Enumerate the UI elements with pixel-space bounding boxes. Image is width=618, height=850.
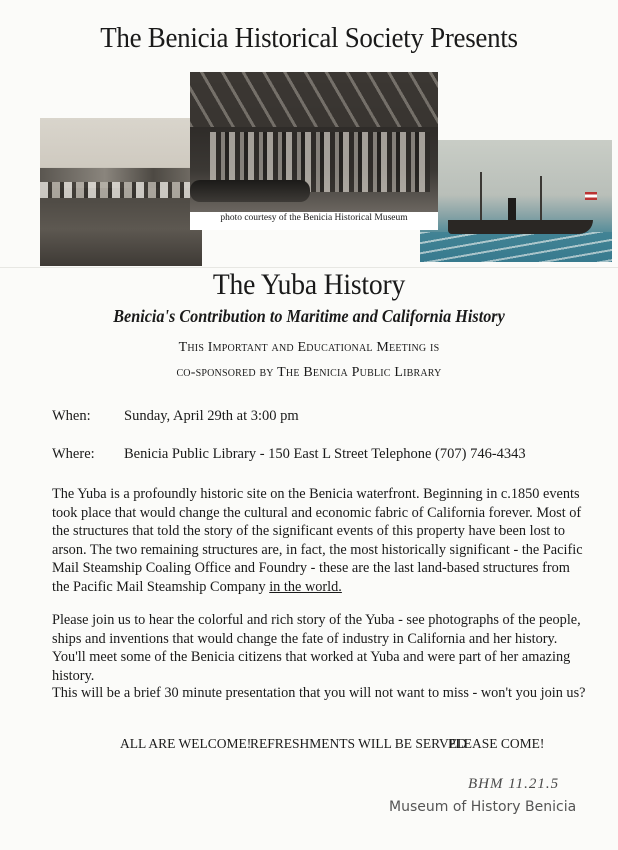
event-title: The Yuba History xyxy=(212,268,406,301)
steamship-painting xyxy=(420,140,612,262)
mast-shape xyxy=(480,172,482,222)
please-come-text: PLEASE COME! xyxy=(448,736,545,751)
paragraph-line: took place that would change the cultural and economic fabric of California forever. Most of xyxy=(52,504,582,521)
workers-photo xyxy=(190,72,438,212)
when-value: Sunday, April 29th at 3:00 pm xyxy=(124,408,299,424)
paragraph-line: ships and inventions that would change the fate of industry in California and her history. xyxy=(52,630,558,647)
smokestack-shape xyxy=(508,198,516,222)
mast-shape xyxy=(540,176,542,222)
flag-shape xyxy=(585,192,597,200)
paragraph-line: the structures that told the story of the significant events of this property have been lost to xyxy=(52,523,565,540)
hull-shape xyxy=(448,220,593,234)
refreshments-text: REFRESHMENTS WILL BE SERVED xyxy=(250,736,467,751)
paragraph-line xyxy=(52,578,597,597)
event-subtitle: Benicia's Contribution to Maritime and California History xyxy=(113,306,505,326)
where-label: Where: xyxy=(52,446,95,462)
cosponsor-line-1: This Important and Educational Meeting is xyxy=(178,340,440,355)
paragraph-text: the Pacific Mail Steamship Company xyxy=(52,578,270,595)
museum-watermark: Museum of History Benicia xyxy=(389,799,577,815)
cosponsor-line-2: co-sponsored by The Benicia Public Library xyxy=(176,365,442,380)
waves-shape xyxy=(420,232,612,262)
town-photo xyxy=(40,118,202,266)
paragraph-history xyxy=(52,485,597,597)
paragraph-line: The Yuba is a profoundly historic site on the Benicia waterfront. Beginning in c.1850 events xyxy=(52,486,580,502)
underlined-text: in the world. xyxy=(269,578,342,595)
welcome-text: ALL ARE WELCOME! xyxy=(120,736,252,751)
roof-trusses-shape xyxy=(190,72,438,127)
photo-credit: photo courtesy of the Benicia Historical Museum xyxy=(220,213,408,223)
paragraph-line: arson. The two remaining structures are, in fact, the most historically significant - the Pacific xyxy=(52,541,583,558)
where-value: Benicia Public Library - 150 East L Street Telephone (707) 746-4343 xyxy=(124,446,526,462)
paragraph-line: You'll meet some of the Benicia citizens that worked at Yuba and were part of her amazing history. xyxy=(52,649,571,684)
paragraph-closing: This will be a brief 30 minute presentation that you will not want to miss - won't you join us? xyxy=(52,685,586,701)
handwritten-catalog-number: BHM 11.21.5 xyxy=(468,776,560,792)
paragraph-line: Mail Steamship Coaling Office and Foundry - these are the last land-based structures from xyxy=(52,560,570,577)
header-title: The Benicia Historical Society Presents xyxy=(100,22,518,54)
paragraph-line: Please join us to hear the colorful and rich story of the Yuba - see photographs of the people, xyxy=(52,612,581,628)
houses-shape xyxy=(40,182,190,198)
paragraph-invitation xyxy=(52,611,597,685)
cannon-shape xyxy=(190,180,310,202)
when-label: When: xyxy=(52,408,91,424)
